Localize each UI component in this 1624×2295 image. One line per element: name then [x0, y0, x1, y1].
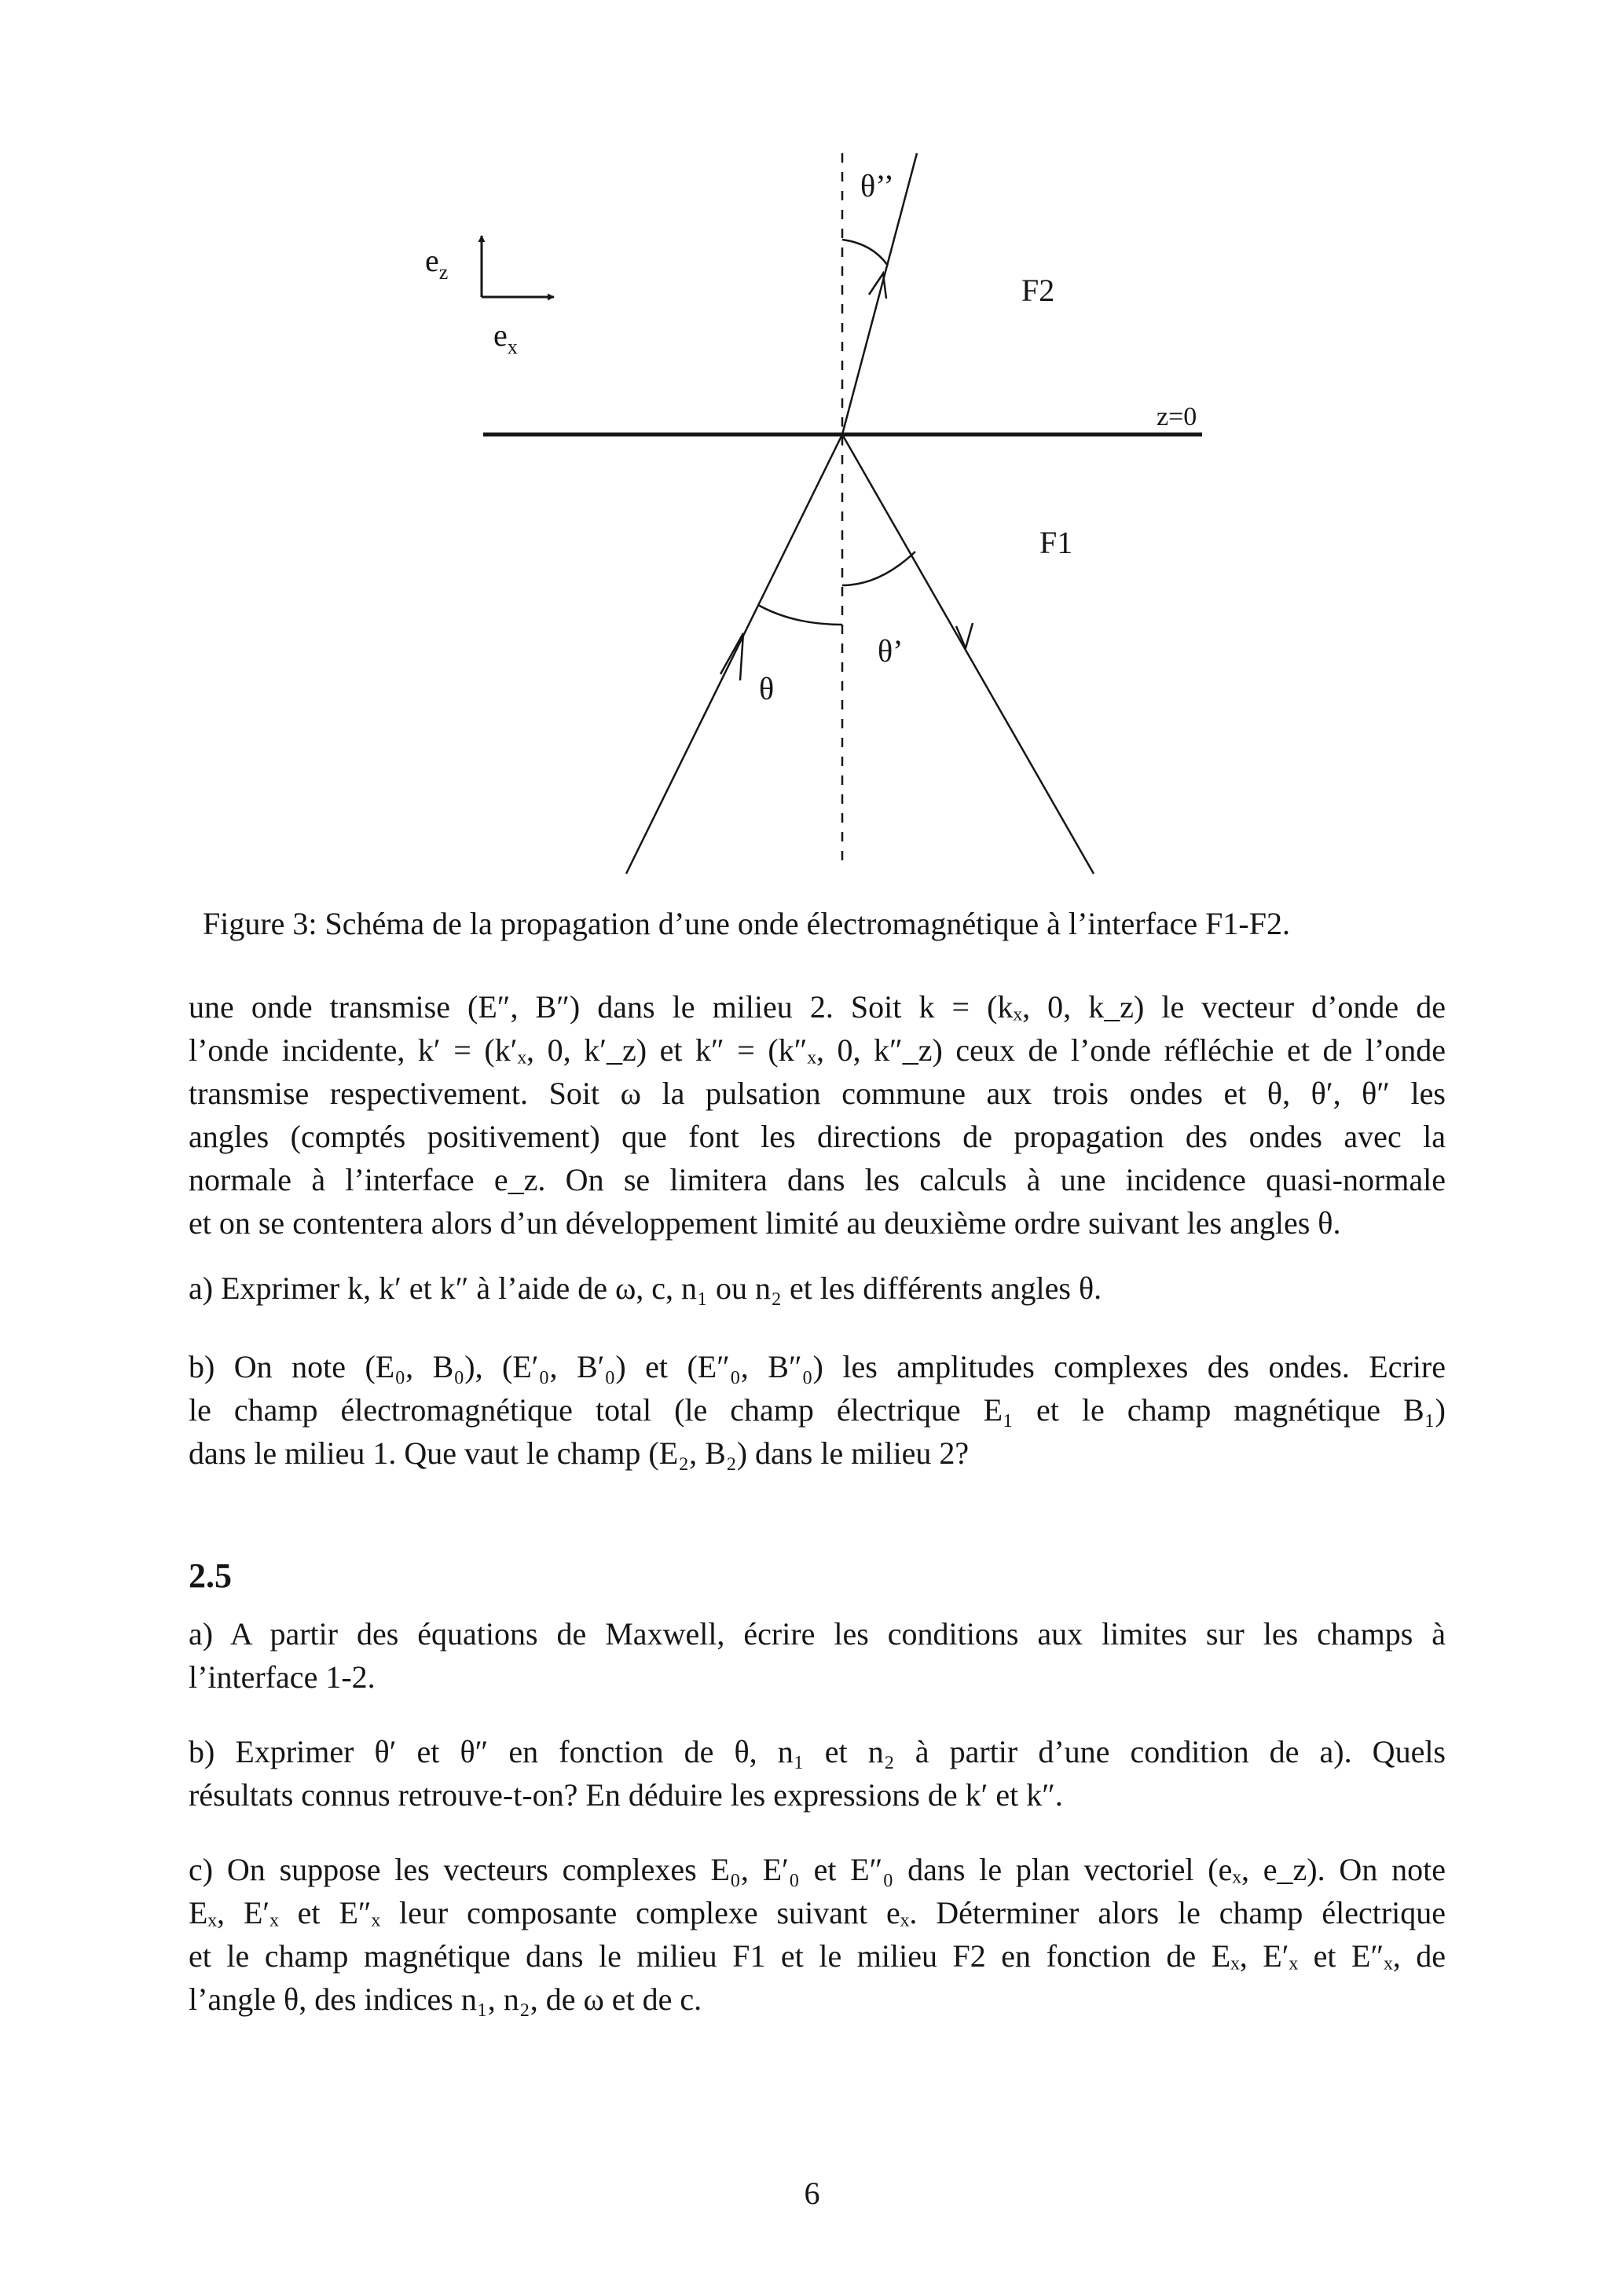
incident-ray	[626, 434, 842, 874]
interface-label: z=0	[1157, 402, 1197, 431]
theta-incident-arc	[758, 605, 842, 625]
basis-vectors	[425, 236, 554, 358]
text-line: l’interface 1-2.	[189, 1659, 376, 1695]
text-line: dans le milieu 1. Que vaut le champ (E₂, B₂) dans le milieu 2?	[189, 1435, 970, 1471]
text-line: a) A partir des équations de Maxwell, écrire les conditions aux limites sur les champs à	[189, 1616, 1446, 1652]
figure-caption: Figure 3: Schéma de la propagation d’une onde électromagnétique à l’interface F1-F2.	[203, 906, 1290, 941]
text-line: c) On suppose les vecteurs complexes E₀, E′₀ et E″₀ dans le plan vectoriel (eₓ, e_z). On note	[189, 1852, 1446, 1887]
text-line: et on se contentera alors d’un développement limité au deuxième ordre suivant les angles θ.	[189, 1205, 1341, 1241]
section-question-c	[189, 1848, 1446, 2021]
ez-label: $e_z$	[425, 243, 449, 284]
intro-paragraph	[189, 985, 1446, 1245]
section-question-a	[189, 1612, 1446, 1699]
medium-f1-label: F1	[1039, 525, 1073, 560]
reflected-direction-arrow	[956, 623, 973, 648]
text-line: le champ électromagnétique total (le champ électrique E₁ et le champ magnétique B₁)	[189, 1392, 1446, 1428]
theta-reflected-label: θ’	[878, 633, 904, 669]
text-line: Eₓ, E′ₓ et E″ₓ leur composante complexe suivant eₓ. Déterminer alors le champ électrique	[189, 1895, 1446, 1930]
theta-reflected-arc	[842, 552, 915, 585]
text-line: l’onde incidente, k′ = (k′ₓ, 0, k′_z) et k″ = (k″ₓ, 0, k″_z) ceux de l’onde réfléchie et de l’onde	[189, 1032, 1446, 1068]
transmitted-direction-arrow	[869, 273, 886, 299]
text-line: une onde transmise (E″, B″) dans le milieu 2. Soit k = (kₓ, 0, k_z) le vecteur d’onde de	[189, 989, 1446, 1025]
page-number: 6	[804, 2176, 820, 2211]
section-heading: 2.5	[189, 1556, 232, 1595]
ex-label: $e_x$	[493, 317, 518, 358]
text-line: transmise respectivement. Soit ω la pulsation commune aux trois ondes et θ, θ′, θ″ les	[189, 1076, 1446, 1111]
theta-transmitted-label: θ’’	[860, 168, 894, 203]
text-line: a) Exprimer k, k′ et k″ à l’aide de ω, c, n₁ ou n₂ et les différents angles θ.	[189, 1270, 1102, 1306]
question-b	[189, 1345, 1446, 1475]
text-line: b) On note (E₀, B₀), (E′₀, B′₀) et (E″₀, B″₀) les amplitudes complexes des ondes. Ecrire	[189, 1349, 1446, 1384]
propagation-figure	[0, 0, 1624, 896]
text-line: normale à l’interface e_z. On se limitera dans les calculs à une incidence quasi-normale	[189, 1162, 1446, 1197]
medium-f2-label: F2	[1021, 273, 1055, 308]
question-a	[189, 1267, 1446, 1310]
text-line: et le champ magnétique dans le milieu F1 et le milieu F2 en fonction de Eₓ, E′ₓ et E″ₓ, de	[189, 1938, 1446, 1974]
text-line: résultats connus retrouve-t-on? En déduire les expressions de k′ et k″.	[189, 1777, 1063, 1813]
text-line: angles (comptés positivement) que font les directions de propagation des ondes avec la	[189, 1119, 1446, 1154]
section-question-b	[189, 1730, 1446, 1817]
text-line: l’angle θ, des indices n₁, n₂, de ω et de c.	[189, 1982, 702, 2017]
theta-transmitted-arc	[842, 240, 888, 266]
theta-incident-label: θ	[759, 671, 775, 706]
text-line: b) Exprimer θ′ et θ″ en fonction de θ, n₁ et n₂ à partir d’une condition de a). Quels	[189, 1734, 1446, 1769]
